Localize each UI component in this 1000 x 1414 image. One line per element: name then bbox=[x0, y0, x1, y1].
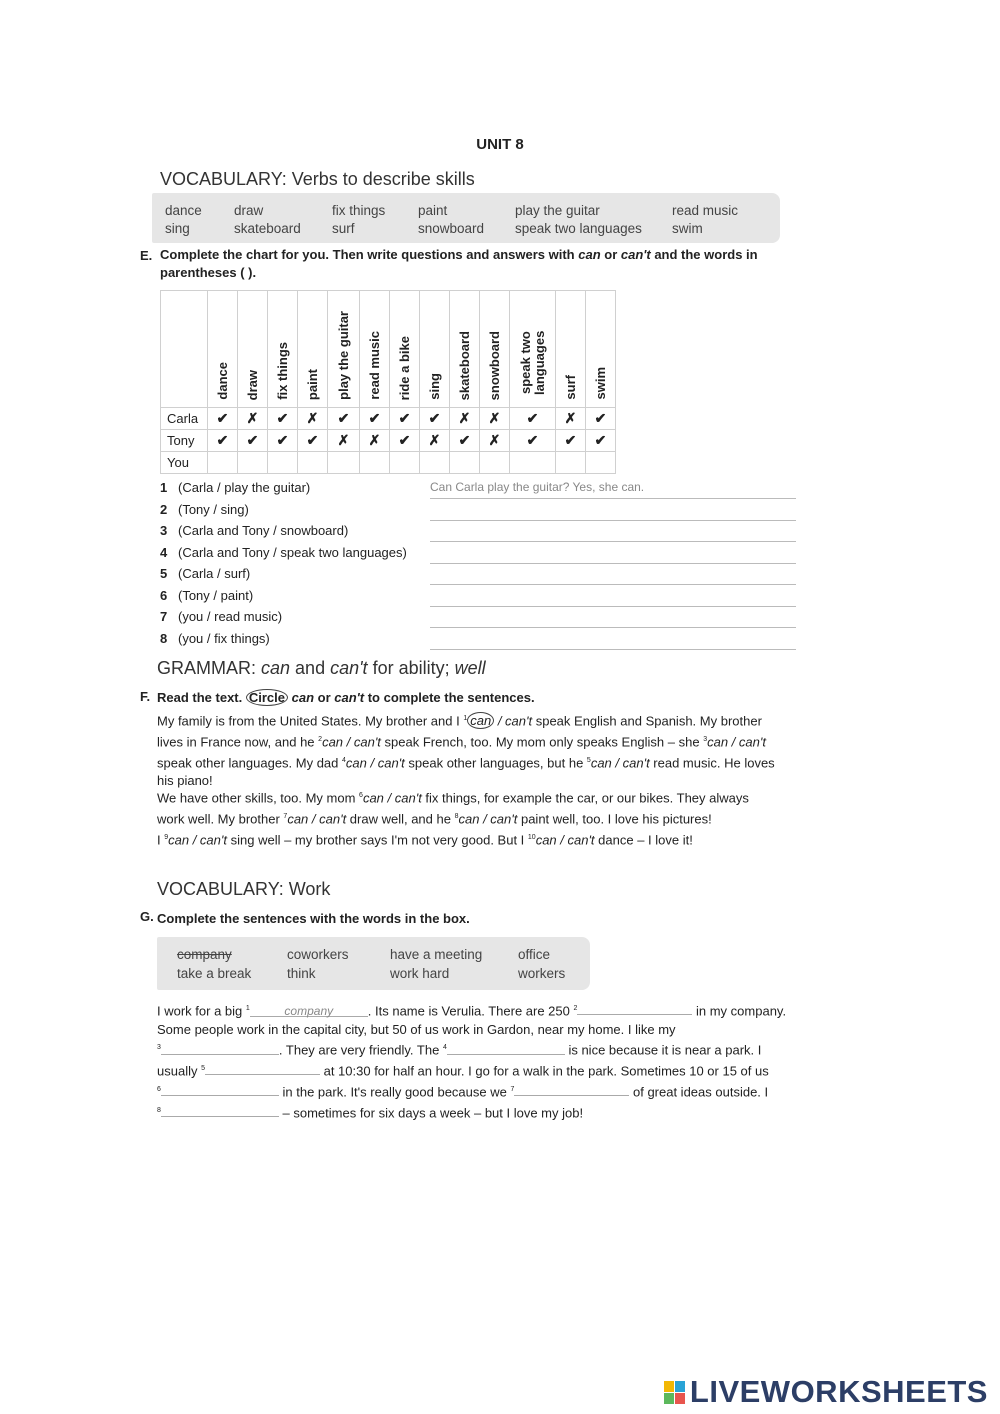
question-text: (you / fix things) bbox=[178, 631, 270, 646]
question-row bbox=[160, 631, 800, 651]
blank-2[interactable] bbox=[577, 1000, 692, 1015]
row-name: You bbox=[161, 452, 208, 474]
word: sing bbox=[165, 221, 190, 236]
skills-word-box bbox=[152, 193, 780, 243]
question-row bbox=[160, 502, 800, 522]
word: think bbox=[287, 966, 316, 981]
chart-mark: ✔ bbox=[238, 430, 268, 452]
answer-field[interactable] bbox=[430, 566, 796, 585]
answer-field[interactable] bbox=[430, 631, 796, 650]
chart-header: swim bbox=[586, 291, 616, 408]
chart-input-cell[interactable] bbox=[390, 452, 420, 474]
word: office bbox=[518, 947, 551, 962]
chart-mark: ✔ bbox=[586, 430, 616, 452]
chart-mark: ✔ bbox=[208, 408, 238, 430]
chart-mark: ✔ bbox=[328, 408, 360, 430]
chart-mark: ✗ bbox=[480, 408, 510, 430]
exercise-e-letter: E. bbox=[140, 248, 153, 263]
question-number: 5 bbox=[160, 566, 168, 581]
choice-4[interactable]: can / can't bbox=[345, 754, 405, 770]
question-number: 2 bbox=[160, 502, 168, 517]
word: take a break bbox=[177, 966, 252, 981]
vocab-skills-heading: VOCABULARY: Verbs to describe skills bbox=[160, 169, 475, 189]
chart-mark: ✔ bbox=[390, 408, 420, 430]
logo-icon bbox=[664, 1381, 686, 1405]
row-name: Carla bbox=[161, 408, 208, 430]
question-row bbox=[160, 545, 800, 565]
work-word-box bbox=[157, 937, 590, 990]
question-text: (Carla / play the guitar) bbox=[178, 480, 311, 495]
chart-mark: ✗ bbox=[360, 430, 390, 452]
grammar-heading: GRAMMAR: can and can't for ability; well bbox=[157, 658, 486, 678]
blank-6[interactable] bbox=[161, 1081, 279, 1096]
chart-input-cell[interactable] bbox=[208, 452, 238, 474]
unit-title: UNIT 8 bbox=[476, 136, 524, 153]
word: workers bbox=[518, 966, 566, 981]
chart-mark: ✗ bbox=[238, 408, 268, 430]
word: play the guitar bbox=[515, 203, 600, 218]
chart-corner bbox=[161, 291, 208, 408]
chart-mark: ✗ bbox=[450, 408, 480, 430]
chart-mark: ✗ bbox=[328, 430, 360, 452]
chart-mark: ✗ bbox=[420, 430, 450, 452]
choice-3[interactable]: can / can't bbox=[707, 734, 766, 750]
chart-input-cell[interactable] bbox=[328, 452, 360, 474]
blank-1: company bbox=[250, 1002, 368, 1017]
blank-3[interactable] bbox=[161, 1040, 279, 1055]
chart-mark: ✔ bbox=[556, 430, 586, 452]
word: speak two languages bbox=[515, 221, 642, 236]
word: have a meeting bbox=[390, 947, 483, 962]
liveworksheets-logo: LIVEWORKSHEETS bbox=[664, 1374, 988, 1410]
blank-5[interactable] bbox=[205, 1060, 320, 1075]
question-row bbox=[160, 566, 800, 586]
chart-mark: ✗ bbox=[298, 408, 328, 430]
chart-mark: ✔ bbox=[208, 430, 238, 452]
chart-row-carla bbox=[161, 408, 616, 430]
answer-field[interactable] bbox=[430, 545, 796, 564]
question-row bbox=[160, 609, 800, 629]
question-row bbox=[160, 480, 800, 500]
answer-field[interactable] bbox=[430, 609, 796, 628]
chart-input-cell[interactable] bbox=[268, 452, 298, 474]
chart-row-tony bbox=[161, 430, 616, 452]
exercise-f-letter: F. bbox=[140, 689, 151, 704]
chart-input-cell[interactable] bbox=[238, 452, 268, 474]
chart-mark: ✔ bbox=[390, 430, 420, 452]
row-name: Tony bbox=[161, 430, 208, 452]
chart-input-cell[interactable] bbox=[586, 452, 616, 474]
question-number: 8 bbox=[160, 631, 168, 646]
chart-input-cell[interactable] bbox=[510, 452, 556, 474]
exercise-g-letter: G. bbox=[140, 909, 154, 924]
answer-field[interactable]: Can Carla play the guitar? Yes, she can. bbox=[430, 480, 796, 499]
answer-field[interactable] bbox=[430, 588, 796, 607]
question-number: 4 bbox=[160, 545, 168, 560]
answer-field[interactable] bbox=[430, 523, 796, 542]
exercise-f-paragraph-2: We have other skills, too. My mom $^6$can / can't fix things, for example the car, or our bikes. They always work well. My brother $^7$can / can't draw well, and he $^8$can / can't paint well, too. I love his pictures! I $^9$can / can't sing well – my brother says I'm not very good. But I $^{10}$can / can't dance – I love it! bbox=[157, 790, 749, 847]
chart-header: read music bbox=[360, 291, 390, 408]
word: skateboard bbox=[234, 221, 301, 236]
blank-7[interactable] bbox=[514, 1081, 629, 1096]
chart-input-cell[interactable] bbox=[480, 452, 510, 474]
chart-mark: ✔ bbox=[360, 408, 390, 430]
word: swim bbox=[672, 221, 703, 236]
chart-input-cell[interactable] bbox=[360, 452, 390, 474]
chart-header: dance bbox=[208, 291, 238, 408]
chart-row-you[interactable] bbox=[161, 452, 616, 474]
question-row bbox=[160, 523, 800, 543]
word: surf bbox=[332, 221, 355, 236]
chart-mark: ✔ bbox=[450, 430, 480, 452]
question-text: (Carla and Tony / speak two languages) bbox=[178, 545, 407, 560]
blank-4[interactable] bbox=[447, 1040, 565, 1055]
chart-input-cell[interactable] bbox=[556, 452, 586, 474]
choice-10[interactable]: can / can't bbox=[535, 831, 595, 847]
chart-mark: ✔ bbox=[510, 408, 556, 430]
choice-1[interactable]: can / can't bbox=[467, 712, 532, 729]
question-number: 6 bbox=[160, 588, 168, 603]
exercise-f-instructions: Read the text. Circle can or can't to complete the sentences. bbox=[157, 690, 535, 705]
chart-mark: ✗ bbox=[556, 408, 586, 430]
chart-mark: ✔ bbox=[586, 408, 616, 430]
answer-field[interactable] bbox=[430, 502, 796, 521]
word: coworkers bbox=[287, 947, 349, 962]
chart-header: ride a bike bbox=[390, 291, 420, 408]
chart-header: sing bbox=[420, 291, 450, 408]
question-text: (Carla / surf) bbox=[178, 566, 251, 581]
word-used: company bbox=[177, 947, 232, 962]
choice-8[interactable]: can / can't bbox=[458, 811, 518, 827]
chart-input-cell[interactable] bbox=[298, 452, 328, 474]
chart-header: fix things bbox=[268, 291, 298, 408]
skills-chart bbox=[160, 290, 616, 474]
chart-header: paint bbox=[298, 291, 328, 408]
question-number: 1 bbox=[160, 480, 168, 495]
blank-8[interactable] bbox=[161, 1102, 279, 1117]
chart-header-row bbox=[161, 291, 616, 408]
exercise-g-instructions: Complete the sentences with the words in the box. bbox=[157, 911, 470, 926]
chart-input-cell[interactable] bbox=[420, 452, 450, 474]
chart-input-cell[interactable] bbox=[450, 452, 480, 474]
chart-header: speak two languages bbox=[510, 291, 556, 408]
exercise-g-text: I work for a big $^1$ company . Its name is Verulia. There are 250 $^2$ in my company. Some people work in the capital city, but 50 of us work in Gardon, near my home. I like my $^3$ . They are very friendly. The $^4$ is nice because it is near a park. I usually $^5$ at 10:30 for half an hour. I go for a walk in the park. Sometimes 10 or 15 of us $^6$ in the park. It's really good because we $^7$ of great ideas outside. I $^8$ – sometimes for six days a week – but I love my job! bbox=[157, 1000, 827, 1123]
question-text: (Tony / sing) bbox=[178, 502, 249, 517]
chart-mark: ✔ bbox=[510, 430, 556, 452]
chart-mark: ✗ bbox=[480, 430, 510, 452]
exercise-e-instructions: Complete the chart for you. Then write questions and answers with can or can't and the words in parentheses ( ). bbox=[160, 247, 758, 280]
chart-header: skateboard bbox=[450, 291, 480, 408]
chart-mark: ✔ bbox=[268, 430, 298, 452]
word: draw bbox=[234, 203, 264, 218]
word: paint bbox=[418, 203, 448, 218]
question-row bbox=[160, 588, 800, 608]
exercise-f-paragraph-1: My family is from the United States. My brother and I $^1$ can / can't speak English and Spanish. My brother lives in France now, and he $^2$can / can't speak French, too. My mom only speaks English – she $^3$can / can't speak other languages. My dad $^4$can / can't speak other languages, but he $^5$can / can't read music. He loves his piano! bbox=[157, 713, 775, 789]
choice-9[interactable]: can / can't bbox=[168, 831, 227, 847]
chart-header: snowboard bbox=[480, 291, 510, 408]
chart-mark: ✔ bbox=[268, 408, 298, 430]
word: read music bbox=[672, 203, 739, 218]
chart-header: surf bbox=[556, 291, 586, 408]
chart-mark: ✔ bbox=[420, 408, 450, 430]
choice-7[interactable]: can / can't bbox=[287, 811, 347, 827]
chart-header: draw bbox=[238, 291, 268, 408]
word: fix things bbox=[332, 203, 386, 218]
choice-2[interactable]: can / can't bbox=[322, 734, 381, 750]
question-text: (Carla and Tony / snowboard) bbox=[178, 523, 349, 538]
choice-6[interactable]: can / can't bbox=[362, 790, 422, 806]
question-text: (you / read music) bbox=[178, 609, 283, 624]
question-number: 3 bbox=[160, 523, 168, 538]
chart-mark: ✔ bbox=[298, 430, 328, 452]
question-number: 7 bbox=[160, 609, 168, 624]
word: snowboard bbox=[418, 221, 485, 236]
vocab-work-heading: VOCABULARY: Work bbox=[157, 879, 331, 899]
word: dance bbox=[165, 203, 202, 218]
word: work hard bbox=[390, 966, 450, 981]
chart-header: play the guitar bbox=[328, 291, 360, 408]
question-text: (Tony / paint) bbox=[178, 588, 254, 603]
choice-5[interactable]: can / can't bbox=[590, 754, 650, 770]
